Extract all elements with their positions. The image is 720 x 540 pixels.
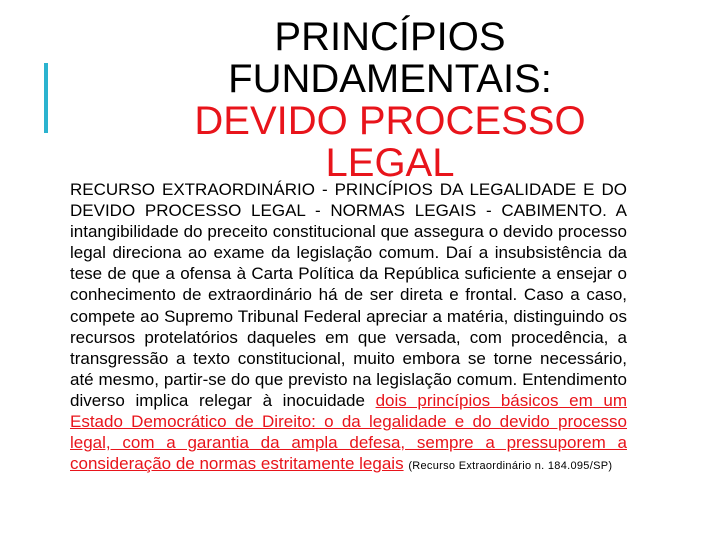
highlighted-text: dois princípios básicos em um Estado Democrático de Direito: o da legalidade e do devido processo legal, com a garantia da ampla defesa, sempre a pressuporem a consideração de normas estritamente legais bbox=[70, 390, 627, 474]
body-paragraph bbox=[70, 179, 627, 477]
body-text: RECURSO EXTRAORDINÁRIO - PRINCÍPIOS DA LEGALIDADE E DO DEVIDO PROCESSO LEGAL - NORMAS LEGAIS - CABIMENTO. A intangibilidade do preceito constitucional que assegura o devido processo legal direciona ao exame da legislação comum. Daí a insubsistência da tese de que a ofensa à Carta Política da República suficiente a ensejar o conhecimento de extraordinário há de ser direta e frontal. Caso a caso, compete ao Supremo Tribunal Federal apreciar a matéria, distinguindo os recursos protelatórios daqueles em que versada, com procedência, a transgressão a texto constitucional, muito embora se torne necessário, até mesmo, partir-se do que previsto na legislação comum. Entendimento diverso implica relegar à inocuidade bbox=[70, 180, 627, 410]
citation: (Recurso Extraordinário n. 184.095/SP) bbox=[408, 460, 613, 473]
accent-bar bbox=[44, 63, 48, 133]
title-line-1: PRINCÍPIOS bbox=[274, 15, 506, 59]
title-line-3: DEVIDO PROCESSO bbox=[194, 99, 586, 143]
title-line-4: LEGAL bbox=[325, 141, 455, 185]
title-line-2: FUNDAMENTAIS: bbox=[228, 57, 552, 101]
slide-title bbox=[80, 16, 700, 184]
